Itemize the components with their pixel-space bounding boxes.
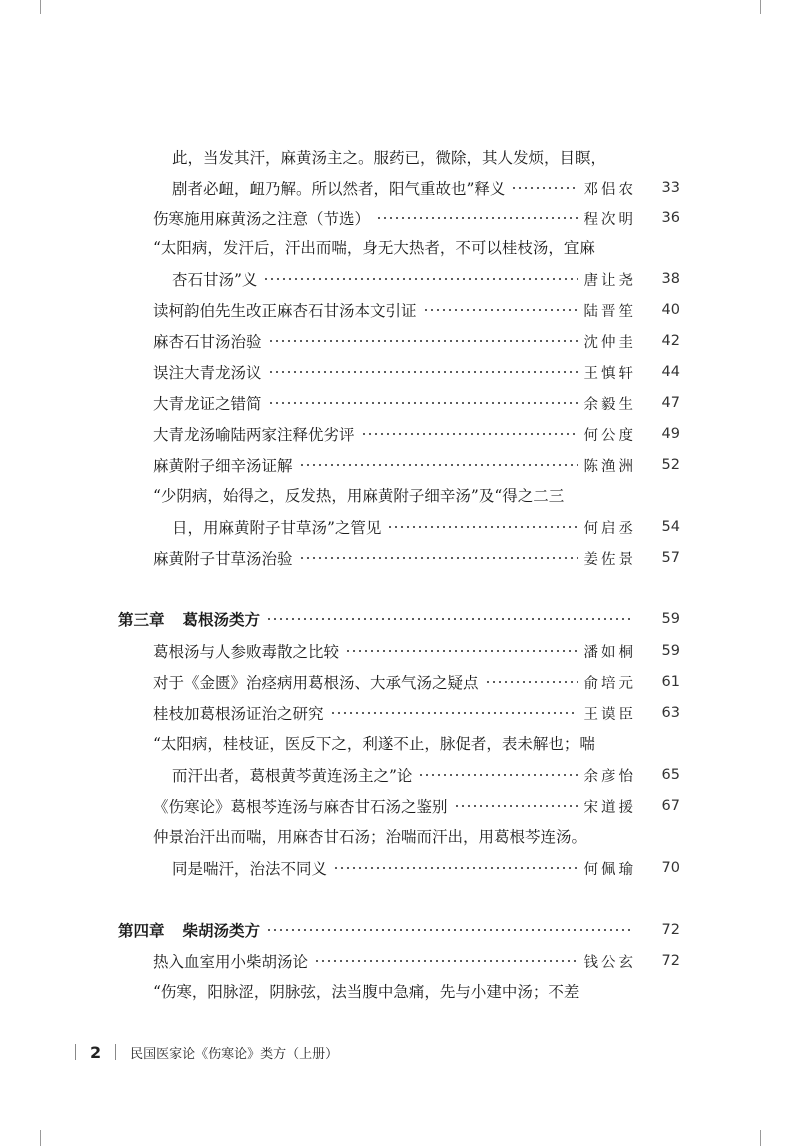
dot-leader — [263, 278, 577, 280]
toc-entry-author: 余彦怡 — [583, 768, 636, 785]
chapter-heading[interactable] — [118, 915, 680, 945]
toc-entry-author: 王谟臣 — [583, 706, 636, 723]
toc-entry-page: 61 — [661, 674, 680, 690]
toc-entry[interactable] — [153, 636, 680, 666]
dot-leader — [314, 960, 577, 962]
toc-entry[interactable] — [172, 173, 680, 203]
toc-entry[interactable] — [172, 853, 680, 883]
toc-entry-title: 热入血室用小柴胡汤论 — [153, 953, 309, 971]
toc-entry-continued — [172, 143, 680, 173]
dot-leader — [268, 340, 578, 342]
toc-entry-continued — [153, 822, 680, 852]
toc-entry-title: 同是喘汗，治法不同义 — [172, 860, 328, 878]
dot-leader — [266, 618, 630, 620]
dot-leader — [485, 681, 578, 683]
chapter-title: 葛根汤类方 — [182, 611, 261, 629]
toc-entry-title: 剧者必衄，衄乃解。所以然者，阳气重故也”释义 — [172, 180, 506, 198]
footer-divider — [75, 1044, 76, 1060]
toc-entry-page: 59 — [661, 611, 680, 627]
toc-entry-title: 对于《金匮》治痉病用葛根汤、大承气汤之疑点 — [153, 674, 479, 692]
running-title: 民国医家论《伤寒论》类方（上册） — [130, 1046, 339, 1062]
toc-entry[interactable] — [153, 450, 680, 480]
toc-entry[interactable] — [153, 419, 680, 449]
crop-mark-top-left — [40, 0, 41, 14]
toc-entry-author: 何启丞 — [583, 520, 636, 537]
toc-entry-title: 日，用麻黄附子甘草汤”之管见 — [172, 519, 382, 537]
toc-entry-title: “伤寒，阳脉涩，阴脉弦，法当腹中急痛，先与小建中汤；不差 — [153, 983, 580, 1001]
toc-entry-continued — [153, 481, 680, 511]
toc-entry[interactable] — [153, 698, 680, 728]
chapter-number: 第四章 — [118, 922, 165, 940]
toc-entry[interactable] — [153, 543, 680, 573]
toc-entry-author: 邓侣农 — [583, 181, 636, 198]
toc-entry-page: 38 — [661, 271, 680, 287]
page-number: 2 — [90, 1042, 102, 1062]
toc-entry-title: 麻杏石甘汤治验 — [153, 333, 262, 351]
toc-entry-author: 何佩瑜 — [583, 861, 636, 878]
toc-entry-author: 姜佐景 — [583, 551, 636, 568]
toc-entry-author: 王慎轩 — [583, 365, 636, 382]
toc-entry-title: 麻黄附子细辛汤证解 — [153, 457, 293, 475]
toc-entry-page: 59 — [661, 643, 680, 659]
crop-mark-top-right — [760, 0, 761, 14]
toc-entry-page: 47 — [661, 395, 680, 411]
toc-entry-page: 67 — [661, 798, 680, 814]
toc-entry-title: 《伤寒论》葛根芩连汤与麻杏甘石汤之鉴别 — [153, 798, 448, 816]
toc-entry-continued — [153, 729, 680, 759]
toc-entry-page: 49 — [661, 426, 680, 442]
toc-entry-author: 潘如桐 — [583, 644, 636, 661]
toc-entry[interactable] — [153, 667, 680, 697]
dot-leader — [268, 371, 578, 373]
crop-mark-bottom-left — [40, 1130, 41, 1146]
toc-entry-page: 42 — [661, 333, 680, 349]
dot-leader — [423, 309, 578, 311]
toc-entry-page: 54 — [661, 519, 680, 535]
toc-entry-continued — [153, 233, 680, 263]
toc-entry-page: 63 — [661, 705, 680, 721]
chapter-title-wrap — [118, 919, 260, 941]
dot-leader — [361, 433, 578, 435]
toc-entry-title: “少阴病，始得之，反发热，用麻黄附子细辛汤”及“得之二三 — [153, 487, 565, 505]
toc-entry-author: 俞培元 — [583, 675, 636, 692]
toc-entry-title: 杏石甘汤”义 — [172, 271, 258, 289]
toc-entry-title: “太阳病，发汗后，汗出而喘，身无大热者，不可以桂枝汤，宜麻 — [153, 239, 595, 257]
dot-leader — [299, 464, 578, 466]
dot-leader — [454, 805, 578, 807]
toc-entry[interactable] — [153, 791, 680, 821]
toc-entry-page: 44 — [661, 364, 680, 380]
toc-entry[interactable] — [172, 760, 680, 790]
dot-leader — [511, 187, 577, 189]
toc-entry-title: 此，当发其汗，麻黄汤主之。服药已，微除，其人发烦，目瞑， — [172, 149, 607, 167]
toc-entry-author: 唐让尧 — [583, 272, 636, 289]
toc-entry-title: 麻黄附子甘草汤治验 — [153, 550, 293, 568]
toc-entry[interactable] — [153, 388, 680, 418]
toc-entry-title: 而汗出者，葛根黄芩黄连汤主之”论 — [172, 767, 413, 785]
toc-entry-page: 52 — [661, 457, 680, 473]
toc-entry-page: 36 — [661, 210, 680, 226]
dot-leader — [330, 712, 578, 714]
toc-entry-title: 读柯韵伯先生改正麻杏石甘汤本文引证 — [153, 302, 417, 320]
toc-entry-title: 桂枝加葛根汤证治之研究 — [153, 705, 324, 723]
dot-leader — [376, 217, 577, 219]
toc-entry-author: 钱公玄 — [583, 954, 636, 971]
dot-leader — [299, 557, 578, 559]
toc-entry-title: 大青龙汤喻陆两家注释优劣评 — [153, 426, 355, 444]
crop-mark-bottom-right — [760, 1130, 761, 1146]
toc-entry-title: 葛根汤与人参败毒散之比较 — [153, 643, 340, 661]
toc-entry-title: 大青龙证之错简 — [153, 395, 262, 413]
toc-entry[interactable] — [153, 326, 680, 356]
toc-entry-page: 33 — [661, 180, 680, 196]
toc-entry-author: 沈仲圭 — [583, 334, 636, 351]
toc-entry-title: “太阳病，桂枝证，医反下之，利遂不止，脉促者，表未解也；喘 — [153, 735, 595, 753]
dot-leader — [387, 526, 577, 528]
toc-entry-title: 仲景治汗出而喘，用麻杏甘石汤；治喘而汗出，用葛根芩连汤。 — [153, 828, 588, 846]
toc-entry-author: 陆晋笙 — [583, 303, 636, 320]
chapter-number: 第三章 — [118, 611, 165, 629]
toc-entry-author: 余毅生 — [583, 396, 636, 413]
toc-entry[interactable] — [153, 357, 680, 387]
chapter-title-wrap — [118, 608, 260, 630]
toc-entry[interactable] — [172, 512, 680, 542]
toc-entry-title: 伤寒施用麻黄汤之注意（节选） — [153, 210, 371, 228]
toc-entry[interactable] — [172, 264, 680, 294]
toc-entry-page: 72 — [661, 922, 680, 938]
dot-leader — [266, 929, 630, 931]
toc-entry-author: 何公度 — [583, 427, 636, 444]
toc-entry-author: 宋道援 — [583, 799, 636, 816]
toc-entry-page: 65 — [661, 767, 680, 783]
dot-leader — [345, 650, 577, 652]
toc-entry-page: 72 — [661, 953, 680, 969]
toc-entry-author: 陈渔洲 — [583, 458, 636, 475]
dot-leader — [418, 774, 577, 776]
toc-entry[interactable] — [153, 203, 680, 233]
toc-entry-page: 40 — [661, 302, 680, 318]
toc-entry-title: 误注大青龙汤议 — [153, 364, 262, 382]
chapter-title: 柴胡汤类方 — [182, 922, 261, 940]
dot-leader — [268, 402, 578, 404]
footer-divider — [115, 1044, 116, 1060]
toc-entry[interactable] — [153, 295, 680, 325]
toc-entry-author: 程次明 — [583, 211, 636, 228]
chapter-heading[interactable] — [118, 604, 680, 634]
toc-entry-page: 70 — [661, 860, 680, 876]
page-footer — [75, 1040, 338, 1064]
toc-entry-page: 57 — [661, 550, 680, 566]
toc-entry[interactable] — [153, 946, 680, 976]
dot-leader — [333, 867, 577, 869]
toc-entry-continued — [153, 977, 680, 1007]
